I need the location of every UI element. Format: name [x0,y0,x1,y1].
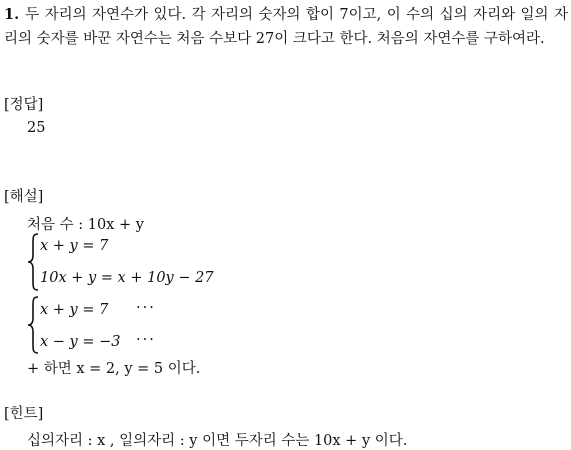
system2-equation-1: x + y = 7 [40,302,109,318]
problem-number: 1. [4,6,20,23]
left-brace-icon [27,233,39,291]
solution-conclusion: + 하면 x = 2, y = 5 이다. [27,361,201,377]
system2-equation-2: x − y = −3 [40,334,121,350]
system1-equation-1: x + y = 7 [40,238,109,254]
problem-text: 두 자리의 자연수가 있다. 각 자리의 숫자의 합이 7이고, 이 수의 십의 자리와 일의 자리의 숫자를 바꾼 자연수는 처음 수보다 27이 크다고 한다. 처음의 자연수를 구하여라. [4,7,568,47]
left-brace-icon [27,296,39,354]
hint-heading: [힌트] [4,406,44,422]
problem-statement [4,3,568,51]
solution-intro: 처음 수 : 10x + y [27,217,144,233]
system1-equation-2: 10x + y = x + 10y − 27 [40,270,214,286]
answer-heading: [정답] [4,97,44,113]
system2-mark-2: ··· [136,332,156,348]
hint-text: 십의자리 : x , 일의자리 : y 이면 두자리 수는 10x + y 이다. [27,433,408,449]
system2-mark-1: ··· [136,300,156,316]
answer-value: 25 [27,120,46,136]
solution-heading: [해설] [4,189,44,205]
